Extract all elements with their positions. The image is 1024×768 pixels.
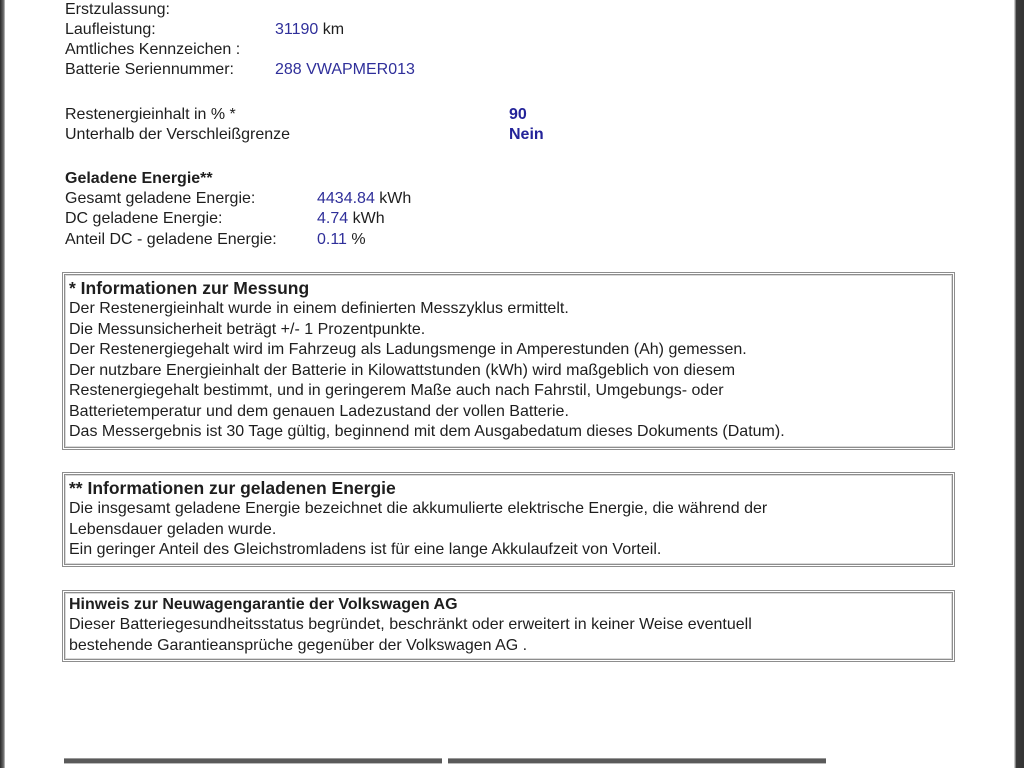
mileage-unit: km [322, 21, 345, 38]
wear-limit-value: Nein [509, 126, 544, 143]
measurement-info-title: * Informationen zur Messung [69, 278, 310, 298]
warranty-note-line: bestehende Garantieansprüche gegenüber der Volkswagen AG . [69, 636, 528, 654]
charged-energy-info-line: Lebensdauer geladen wurde. [69, 520, 277, 538]
charged-energy-info-line: Ein geringer Anteil des Gleichstromladens ist für eine lange Akkulaufzeit von Vorteil. [69, 541, 662, 558]
measurement-info-line: Restenergiegehalt bestimmt, und in geringerem Maße auch nach Fahrstil, Umgebungs- oder [69, 382, 724, 399]
charged-energy-info-box [62, 472, 955, 567]
mileage-value: 31190 [275, 21, 319, 38]
warranty-note-line: Dieser Batteriegesundheitsstatus begründet, beschränkt oder erweitert in keiner Weise eventuell [69, 616, 752, 633]
battery-serial-value: 288 VWAPMER013 [275, 61, 415, 78]
warranty-note-title: Hinweis zur Neuwagengarantie der Volkswagen AG [69, 596, 458, 613]
measurement-info-line: Der nutzbare Energieinhalt der Batterie in Kilowattstunden (kWh) wird maßgeblich von diesem [69, 361, 736, 379]
document-right-edge [1014, 0, 1024, 768]
total-energy-label: Gesamt geladene Energie: [65, 190, 256, 207]
charged-energy-info-title: ** Informationen zur geladenen Energie [69, 478, 396, 498]
license-plate-label: Amtliches Kennzeichen : [65, 41, 241, 58]
charged-energy-info-line: Die insgesamt geladene Energie bezeichnet die akkumulierte elektrische Energie, die während der [69, 500, 768, 517]
remaining-energy-label: Restenergieinhalt in % * [65, 106, 236, 123]
total-energy-unit: kWh [379, 190, 412, 207]
charged-energy-title: Geladene Energie** [65, 170, 213, 187]
warranty-note-box [62, 590, 955, 662]
dc-energy-unit: kWh [352, 210, 385, 227]
signature-line-left [64, 758, 442, 764]
dc-share-value: 0.11 [317, 231, 347, 248]
total-energy-value: 4434.84 [317, 190, 375, 207]
signature-line-right [448, 758, 826, 764]
remaining-energy-value: 90 [509, 106, 527, 123]
wear-limit-label: Unterhalb der Verschleißgrenze [65, 126, 291, 143]
dc-energy-value: 4.74 [317, 210, 349, 227]
battery-serial-label: Batterie Seriennummer: [65, 61, 234, 78]
mileage-label: Laufleistung: [65, 21, 156, 38]
dc-energy-label: DC geladene Energie: [65, 210, 223, 227]
measurement-info-line: Der Restenergieinhalt wurde in einem definierten Messzyklus ermittelt. [69, 300, 569, 317]
first-registration-label: Erstzulassung: [65, 1, 170, 18]
measurement-info-line: Batterietemperatur und dem genauen Ladezustand der vollen Batterie. [69, 402, 569, 420]
measurement-info-line: Der Restenergiegehalt wird im Fahrzeug als Ladungsmenge in Amperestunden (Ah) gemessen. [69, 341, 747, 358]
dc-share-unit: % [351, 231, 366, 248]
dc-share-label: Anteil DC - geladene Energie: [65, 231, 277, 248]
measurement-info-box [62, 272, 955, 450]
measurement-info-line: Das Messergebnis ist 30 Tage gültig, beginnend mit dem Ausgabedatum dieses Dokuments (Datum). [69, 423, 785, 440]
measurement-info-line: Die Messunsicherheit beträgt +/- 1 Prozentpunkte. [69, 320, 426, 338]
